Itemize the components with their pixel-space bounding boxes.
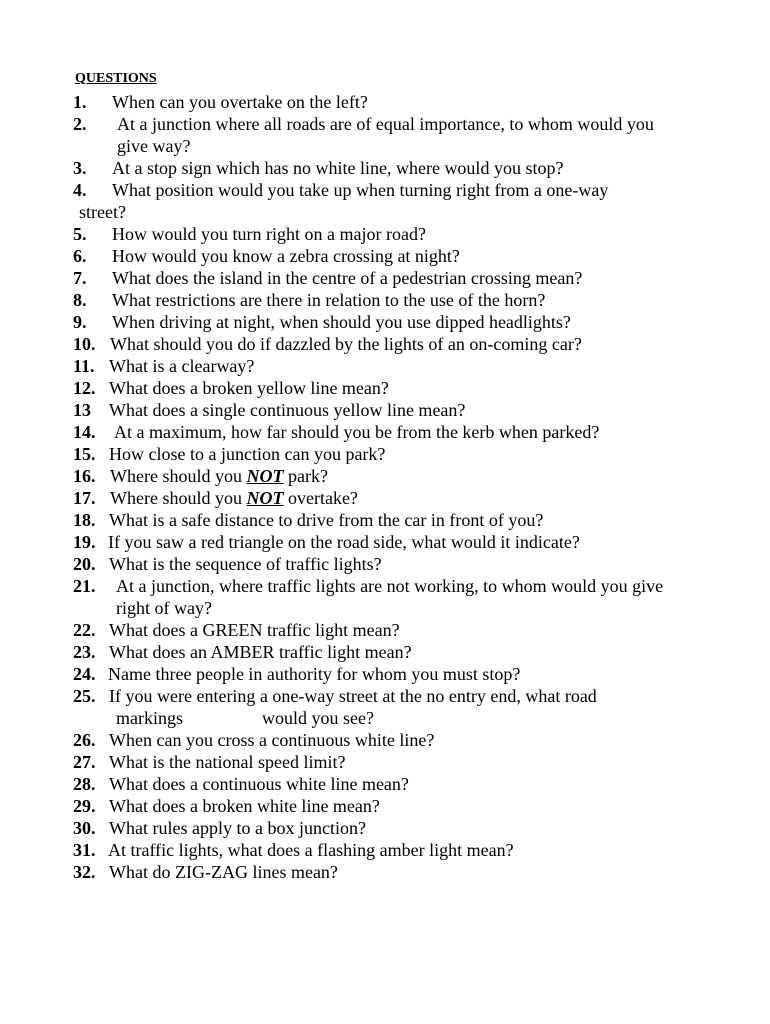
question-text: How close to a junction can you park? [109, 444, 386, 464]
question-text: What does an AMBER traffic light mean? [109, 642, 412, 662]
question-text: What should you do if dazzled by the lights of an on-coming car? [110, 334, 582, 354]
question-text: At a stop sign which has no white line, where would you stop? [112, 158, 564, 178]
question-22 [0, 619, 770, 641]
question-text: At traffic lights, what does a flashing amber light mean? [108, 840, 514, 860]
question-number: 32. [73, 862, 96, 882]
question-25 [0, 685, 770, 707]
question-text: At a junction where all roads are of equal importance, to whom would you [117, 114, 654, 134]
question-25-continuation [0, 707, 770, 729]
question-text: What is a safe distance to drive from the car in front of you? [109, 510, 544, 530]
question-text: How would you know a zebra crossing at night? [112, 246, 460, 266]
question-text-continuation-b: would you see? [262, 708, 374, 728]
question-number: 8. [73, 290, 87, 310]
question-text: If you saw a red triangle on the road side, what would it indicate? [108, 532, 580, 552]
question-text: How would you turn right on a major road? [112, 224, 426, 244]
question-text: When driving at night, when should you use dipped headlights? [112, 312, 571, 332]
question-text: What position would you take up when turning right from a one-way [112, 180, 609, 200]
question-number: 16. [73, 466, 96, 486]
question-27 [0, 751, 770, 773]
question-text: Name three people in authority for whom you must stop? [108, 664, 521, 684]
question-number: 18. [73, 510, 96, 530]
question-31 [0, 839, 770, 861]
question-number: 15. [73, 444, 96, 464]
question-number: 12. [73, 378, 96, 398]
question-16 [0, 465, 770, 487]
question-number: 9. [73, 312, 87, 332]
question-number: 14. [73, 422, 96, 442]
question-text: If you were entering a one-way street at the no entry end, what road [109, 686, 597, 706]
question-text: What does a single continuous yellow line mean? [109, 400, 466, 420]
question-26 [0, 729, 770, 751]
question-14 [0, 421, 770, 443]
question-number: 27. [73, 752, 96, 772]
emphasis-not: NOT [246, 488, 284, 508]
page-heading: QUESTIONS [75, 71, 157, 86]
question-5 [0, 223, 770, 245]
question-text: When can you cross a continuous white line? [109, 730, 435, 750]
question-number: 26. [73, 730, 96, 750]
question-text: What rules apply to a box junction? [109, 818, 366, 838]
question-number: 21. [73, 576, 96, 596]
question-8 [0, 289, 770, 311]
question-text: What is the national speed limit? [109, 752, 346, 772]
question-number: 1. [73, 92, 87, 112]
question-number: 4. [73, 180, 87, 200]
question-13 [0, 399, 770, 421]
question-30 [0, 817, 770, 839]
question-number: 24. [73, 664, 96, 684]
question-text: When can you overtake on the left? [112, 92, 368, 112]
question-24 [0, 663, 770, 685]
question-number: 29. [73, 796, 96, 816]
question-text-continuation-a: markings [116, 708, 183, 728]
question-number: 5. [73, 224, 87, 244]
question-23 [0, 641, 770, 663]
question-text-pre: Where should you [110, 488, 242, 508]
question-text-continuation: give way? [117, 136, 191, 156]
question-text: What does a broken yellow line mean? [109, 378, 389, 398]
question-2 [0, 113, 770, 135]
question-number: 6. [73, 246, 87, 266]
question-19 [0, 531, 770, 553]
question-text: What restrictions are there in relation to the use of the horn? [112, 290, 546, 310]
question-text-continuation: street? [79, 202, 126, 222]
question-number: 30. [73, 818, 96, 838]
question-number: 22. [73, 620, 96, 640]
question-text: What is the sequence of traffic lights? [109, 554, 382, 574]
question-21 [0, 575, 770, 597]
question-text-continuation: right of way? [116, 598, 212, 618]
question-number: 19. [73, 532, 96, 552]
question-number: 17. [73, 488, 96, 508]
question-text: What do ZIG-ZAG lines mean? [109, 862, 338, 882]
question-number: 10. [73, 334, 96, 354]
question-6 [0, 245, 770, 267]
question-18 [0, 509, 770, 531]
question-15 [0, 443, 770, 465]
question-text: What does a GREEN traffic light mean? [109, 620, 400, 640]
question-text [110, 487, 358, 509]
question-number: 20. [73, 554, 96, 574]
question-text: What does a continuous white line mean? [109, 774, 409, 794]
question-text-pre: Where should you [110, 466, 242, 486]
question-21-continuation [0, 597, 770, 619]
question-number: 23. [73, 642, 96, 662]
emphasis-not: NOT [246, 466, 284, 486]
question-7 [0, 267, 770, 289]
question-text: At a junction, where traffic lights are not working, to whom would you give [116, 576, 664, 596]
question-number: 7. [73, 268, 87, 288]
question-4 [0, 179, 770, 201]
question-number: 2. [73, 114, 87, 134]
question-number: 31. [73, 840, 96, 860]
question-10 [0, 333, 770, 355]
question-text: What is a clearway? [109, 356, 255, 376]
question-text-post: overtake? [287, 488, 358, 508]
question-text: At a maximum, how far should you be from the kerb when parked? [114, 422, 600, 442]
question-11 [0, 355, 770, 377]
question-3 [0, 157, 770, 179]
question-9 [0, 311, 770, 333]
question-20 [0, 553, 770, 575]
question-2-continuation [0, 135, 770, 157]
question-number: 13 [73, 400, 91, 420]
question-1 [0, 91, 770, 113]
question-28 [0, 773, 770, 795]
question-text-post: park? [287, 466, 328, 486]
question-number: 11. [73, 356, 95, 376]
question-number: 28. [73, 774, 96, 794]
question-number: 3. [73, 158, 87, 178]
question-text [110, 465, 328, 487]
question-text: What does a broken white line mean? [109, 796, 380, 816]
question-4-continuation [0, 201, 770, 223]
question-number: 25. [73, 686, 96, 706]
question-32 [0, 861, 770, 883]
question-12 [0, 377, 770, 399]
question-17 [0, 487, 770, 509]
question-text: What does the island in the centre of a pedestrian crossing mean? [112, 268, 583, 288]
question-29 [0, 795, 770, 817]
